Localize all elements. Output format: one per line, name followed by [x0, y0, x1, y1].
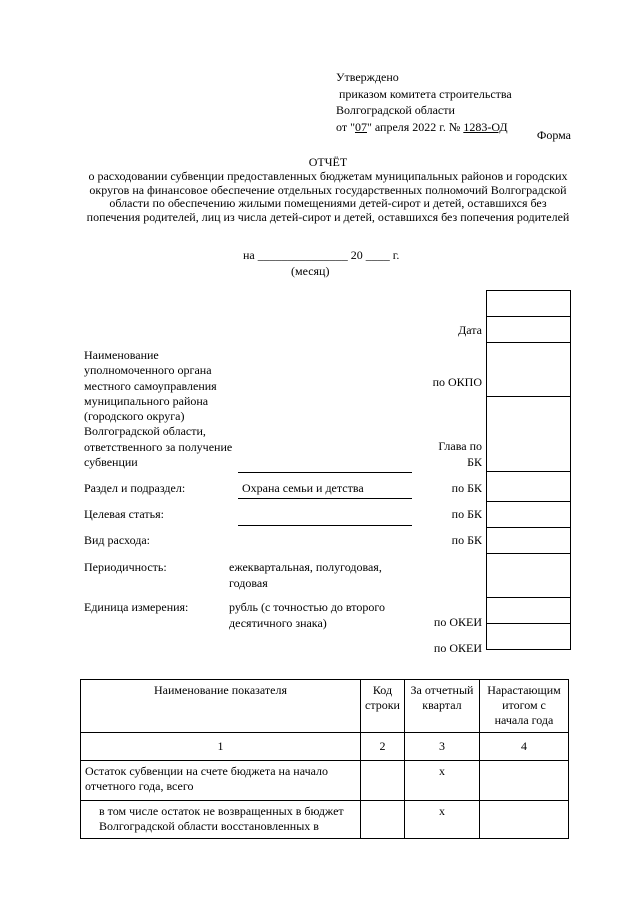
article-underline: [238, 525, 412, 526]
code-cell-article[interactable]: [487, 502, 570, 528]
row-total[interactable]: [479, 761, 568, 801]
periodicity-value: ежеквартальная, полугодовая, годовая: [229, 560, 382, 590]
code-label-okei1: по ОКЕИ: [433, 615, 482, 629]
row-quarter: х: [404, 801, 479, 839]
row-name: в том числе остаток не возвращенных в бюджет Волгоградской области восстановленных в: [81, 801, 361, 839]
header-total: Нарастающим итогом с начала года: [479, 680, 568, 733]
section-underline: [238, 498, 412, 499]
number-col-2: 2: [361, 733, 405, 761]
form-label: Форма: [536, 128, 571, 142]
unit-value: рубль (с точностью до второго десятичного знака): [229, 600, 385, 630]
period-hint: (месяц): [291, 264, 330, 278]
header-quarter: За отчетный квартал: [404, 680, 479, 733]
code-label-section: по БК: [451, 481, 482, 495]
article-label: Целевая статья:: [84, 507, 164, 521]
number-col-4: 4: [479, 733, 568, 761]
code-cell-okei1[interactable]: [487, 598, 570, 624]
code-cell-periodicity[interactable]: [487, 554, 570, 598]
row-quarter: х: [404, 761, 479, 801]
order-number: 1283-ОД: [463, 119, 508, 134]
code-cell-header[interactable]: [487, 291, 570, 317]
number-col-3: 3: [404, 733, 479, 761]
code-cell-section[interactable]: [487, 472, 570, 502]
code-label-article: по БК: [451, 507, 482, 521]
header-indicator: Наименование показателя: [81, 680, 361, 733]
date-middle: " апреля 2022 г. №: [366, 119, 464, 134]
approval-block: [336, 69, 576, 135]
expense-label: Вид расхода:: [84, 533, 150, 547]
table-row: [81, 801, 569, 839]
approval-line3: Волгоградской области: [336, 103, 455, 117]
row-code[interactable]: [361, 801, 405, 839]
code-cell-okpo[interactable]: [487, 343, 570, 397]
row-code[interactable]: [361, 761, 405, 801]
authority-underline: [238, 472, 412, 473]
header-code: Код строки: [361, 680, 405, 733]
approval-line2: приказом комитета строительства: [339, 86, 512, 101]
table-row: [81, 761, 569, 801]
report-subtitle: о расходовании субвенции предоставленных бюджетам муниципальных районов и городских округов на финансовое обеспечение отдельных государственных полномочий Волгоградской области по обеспечению жилыми помещениями детей-сирот и детей, оставшихся без попечения родителей, лиц из числа детей-сирот и детей, оставшихся без попечения родителей: [86, 168, 570, 225]
code-label-expense: по БК: [451, 533, 482, 547]
section-value: Охрана семьи и детства: [242, 481, 364, 495]
period-line: на _______________ 20 ____ г.: [243, 248, 400, 262]
periodicity-label: Периодичность:: [84, 560, 167, 574]
authority-label: Наименование уполномоченного органа местного самоуправления муниципального района (городского округа) Волгоградской области, ответственного за получение субвенции: [84, 348, 233, 470]
number-col-1: 1: [81, 733, 361, 761]
unit-label: Единица измерения:: [84, 600, 189, 614]
code-label-okei2: по ОКЕИ: [433, 641, 482, 655]
date-day: 07: [354, 119, 367, 134]
code-cell-date[interactable]: [487, 317, 570, 343]
table-header-row: [81, 680, 569, 733]
date-prefix: от ": [336, 119, 355, 134]
code-box: [486, 290, 571, 650]
code-cell-okei2[interactable]: [487, 624, 570, 650]
report-title-block: [84, 156, 572, 225]
row-name: Остаток субвенции на счете бюджета на начало отчетного года, всего: [81, 761, 361, 801]
code-label-date: Дата: [458, 323, 482, 337]
approval-line1: Утверждено: [336, 70, 399, 84]
table-number-row: [81, 733, 569, 761]
code-label-okpo: по ОКПО: [432, 375, 482, 389]
row-total[interactable]: [479, 801, 568, 839]
code-cell-chapter[interactable]: [487, 397, 570, 472]
code-label-chapter: Глава по БК: [438, 439, 482, 469]
code-cell-expense[interactable]: [487, 528, 570, 554]
report-title: ОТЧЁТ: [308, 155, 348, 169]
section-label: Раздел и подраздел:: [84, 481, 186, 495]
report-table: [80, 679, 569, 839]
